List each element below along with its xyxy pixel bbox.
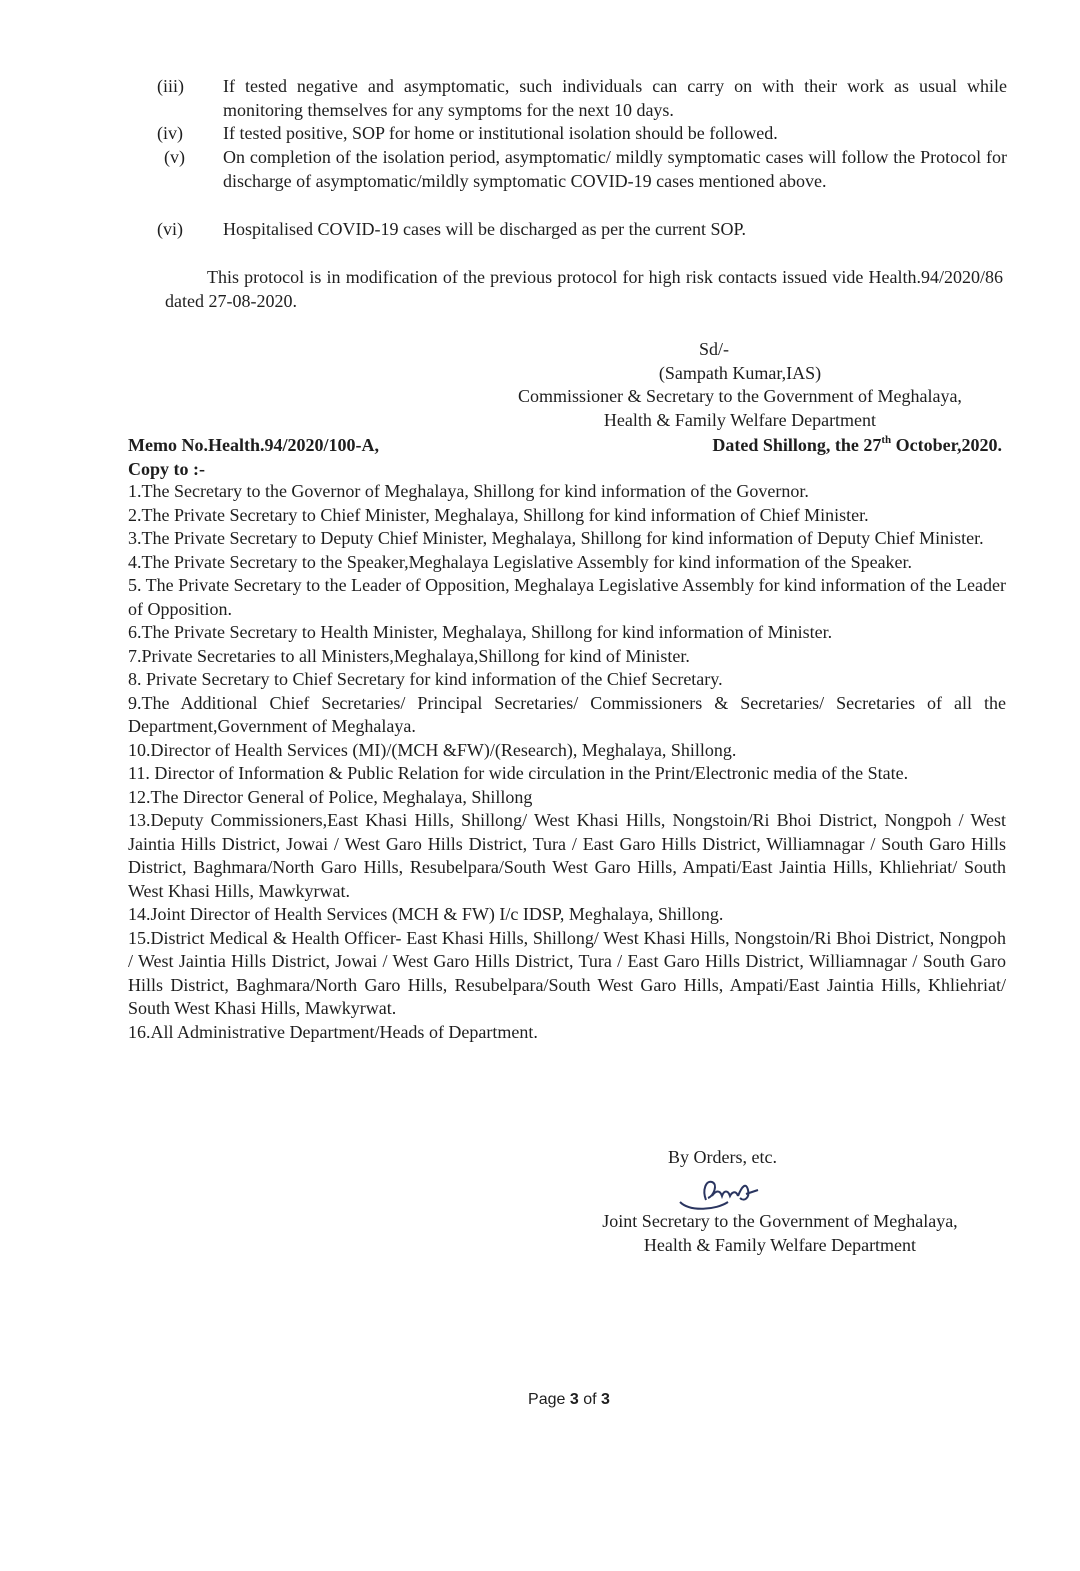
- item-text: If tested negative and asymptomatic, such individuals can carry on with their work as usual while monitoring themselves for any symptoms for the next 10 days.: [223, 76, 1007, 120]
- signatory-department: Health & Family Welfare Department: [603, 409, 877, 430]
- page-total: 3: [601, 1391, 610, 1408]
- list-item: 2.The Private Secretary to Chief Minister, Meghalaya, Shillong for kind information of Chief Minister.: [128, 504, 869, 525]
- date-prefix: Dated Shillong, the 27: [712, 435, 882, 455]
- sd-mark: Sd/-: [698, 339, 729, 359]
- item-number: (v): [164, 147, 185, 167]
- memo-number: Memo No.Health.94/2020/100-A,: [128, 435, 379, 455]
- date-suffix: October,2020.: [891, 435, 1002, 455]
- list-item: 3.The Private Secretary to Deputy Chief Minister, Meghalaya, Shillong for kind information of Deputy Chief Minister.: [128, 528, 984, 548]
- item-text: If tested positive, SOP for home or institutional isolation should be followed.: [223, 123, 778, 143]
- copy-list: [128, 480, 1006, 1044]
- list-item: 4.The Private Secretary to the Speaker,Meghalaya Legislative Assembly for kind information of the Speaker.: [128, 551, 913, 572]
- item-number: (vi): [157, 219, 183, 239]
- list-item: 9.The Additional Chief Secretaries/ Principal Secretaries/ Commissioners & Secretaries/ Secretaries of all the Department,Government of Meghalaya.: [128, 692, 1006, 736]
- memo-date: [712, 434, 1002, 458]
- item-number: (iii): [157, 76, 184, 96]
- by-orders-text: By Orders, etc.: [668, 1147, 777, 1167]
- date-superscript: th: [881, 434, 892, 446]
- list-item: 11. Director of Information & Public Relation for wide circulation in the Print/Electronic media of the State.: [128, 763, 909, 783]
- copy-to-heading: Copy to :-: [128, 459, 205, 479]
- page-current: 3: [569, 1391, 579, 1408]
- item-number: (iv): [157, 123, 183, 143]
- signatory-name: (Sampath Kumar,IAS): [658, 362, 822, 383]
- signatory-designation: Commissioner & Secretary to the Government of Meghalaya,: [518, 386, 962, 406]
- signatory-block: [470, 338, 1010, 432]
- page-of: of: [583, 1391, 597, 1408]
- list-item: 8. Private Secretary to Chief Secretary for kind information of the Chief Secretary.: [128, 669, 723, 689]
- list-item: 5. The Private Secretary to the Leader of Opposition, Meghalaya Legislative Assembly for kind information of the Leader of Opposition.: [128, 575, 1006, 619]
- list-item: 14.Joint Director of Health Services (MCH & FW) I/c IDSP, Meghalaya, Shillong.: [128, 904, 724, 924]
- page-label: Page: [528, 1391, 566, 1408]
- list-item: 10.Director of Health Services (MI)/(MCH &FW)/(Research), Meghalaya, Shillong.: [128, 739, 737, 760]
- page-number: [0, 1388, 1080, 1412]
- list-item: 1.The Secretary to the Governor of Meghalaya, Shillong for kind information of the Governor.: [128, 481, 809, 501]
- protocol-note: This protocol is in modification of the previous protocol for high risk contacts issued vide Health.94/2020/86 dated 27-08-2020.: [165, 267, 1003, 311]
- list-item: 16.All Administrative Department/Heads of Department.: [128, 1021, 538, 1042]
- list-item: 15.District Medical & Health Officer- East Khasi Hills, Shillong/ West Khasi Hills, Nongstoin/Ri Bhoi District, Nongpoh / West Jaintia Hills District, Jowai / West Garo Hills District, Tura / East Garo Hills District, Williamnagar / South Garo Hills District, Baghmara/North Garo Hills, Resubelpara/South West Garo Hills, Ampati/East Jaintia Hills, Khliehriat/ South West Khasi Hills, Mawkyrwat.: [128, 927, 1006, 1018]
- list-item: 13.Deputy Commissioners,East Khasi Hills, Shillong/ West Khasi Hills, Nongstoin/Ri Bhoi District, Nongpoh / West Jaintia Hills District, Jowai / West Garo Hills District, Tura / East Garo Hills District, Williamnagar / South Garo Hills District, Baghmara/North Garo Hills, Resubelpara/South West Garo Hills, Ampati/East Jaintia Hills, Khliehriat/ South West Khasi Hills, Mawkyrwat.: [128, 810, 1006, 901]
- list-item: 7.Private Secretaries to all Ministers,Meghalaya,Shillong for kind of Minister.: [128, 645, 690, 666]
- item-text: Hospitalised COVID-19 cases will be discharged as per the current SOP.: [223, 219, 747, 239]
- joint-secretary-department: Health & Family Welfare Department: [643, 1234, 917, 1255]
- item-text: On completion of the isolation period, asymptomatic/ mildly symptomatic cases will follow the Protocol for discharge of asymptomatic/mildly symptomatic COVID-19 cases mentioned above.: [223, 147, 1007, 191]
- joint-secretary-block: [560, 1210, 1000, 1257]
- joint-secretary-designation: Joint Secretary to the Government of Meghalaya,: [602, 1211, 958, 1231]
- list-item: 6.The Private Secretary to Health Minister, Meghalaya, Shillong for kind information of Minister.: [128, 622, 833, 642]
- list-item: 12.The Director General of Police, Meghalaya, Shillong: [128, 786, 533, 807]
